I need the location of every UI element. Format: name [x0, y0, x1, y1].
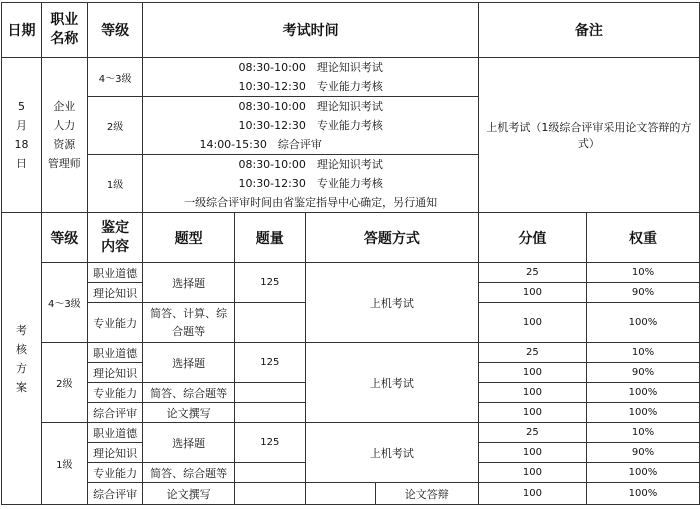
score-cell: 100: [478, 283, 586, 303]
header-question-type: 题型: [143, 213, 234, 263]
header-weight: 权重: [586, 213, 699, 263]
header-occupation: 职业名称: [41, 3, 87, 58]
question-count-cell: [234, 463, 305, 483]
question-type-cell: 选择题: [143, 263, 234, 303]
header-answer-method: 答题方式: [305, 213, 478, 263]
question-type-cell: 论文撰写: [143, 483, 234, 505]
header-date: 日期: [2, 3, 42, 58]
weight-cell: 90%: [586, 443, 699, 463]
header-level: 等级: [87, 3, 143, 58]
header-level: 等级: [41, 213, 87, 263]
content-cell: 职业道德: [87, 343, 143, 363]
content-cell: 理论知识: [87, 283, 143, 303]
answer-method-cell: 上机考试: [305, 423, 478, 483]
question-count-cell: [234, 483, 305, 505]
weight-cell: 10%: [586, 263, 699, 283]
score-cell: 100: [478, 303, 586, 343]
level-cell: 2级: [87, 97, 143, 155]
score-cell: 100: [478, 383, 586, 403]
score-cell: 25: [478, 263, 586, 283]
weight-cell: 10%: [586, 423, 699, 443]
answer-method-cell: 论文答辩: [375, 483, 478, 505]
group-level: 4～3级: [41, 263, 87, 343]
question-count-cell: [234, 383, 305, 403]
weight-cell: 100%: [586, 463, 699, 483]
content-cell: 专业能力: [87, 303, 143, 343]
exam-time-cell: 08:30-10:00 理论知识考试 10:30-12:30 专业能力考核 一级综合评审时间由省鉴定指导中心确定，另行通知: [143, 155, 478, 213]
content-cell: 职业道德: [87, 263, 143, 283]
content-cell: 专业能力: [87, 463, 143, 483]
question-type-cell: 选择题: [143, 423, 234, 463]
question-count-cell: 125: [234, 343, 305, 383]
note-cell: 上机考试（1级综合评审采用论文答辩的方式）: [478, 58, 699, 213]
content-cell: 综合评审: [87, 483, 143, 505]
group-level: 2级: [41, 343, 87, 423]
level-cell: 1级: [87, 155, 143, 213]
exam-time-cell: 08:30-10:00 理论知识考试 10:30-12:30 专业能力考核 14:00-15:30 综合评审: [143, 97, 478, 155]
question-type-cell: 简答、计算、综合题等: [143, 303, 234, 343]
score-cell: 100: [478, 483, 586, 505]
content-cell: 专业能力: [87, 383, 143, 403]
header-note: 备注: [478, 3, 699, 58]
weight-cell: 90%: [586, 363, 699, 383]
content-cell: 职业道德: [87, 423, 143, 443]
header-exam-time: 考试时间: [143, 3, 478, 58]
weight-cell: 90%: [586, 283, 699, 303]
question-count-cell: 125: [234, 263, 305, 303]
question-count-cell: [234, 403, 305, 423]
question-type-cell: 简答、综合题等: [143, 383, 234, 403]
score-cell: 100: [478, 443, 586, 463]
score-cell: 25: [478, 423, 586, 443]
weight-cell: 10%: [586, 343, 699, 363]
question-type-cell: 论文撰写: [143, 403, 234, 423]
level-cell: 4～3级: [87, 58, 143, 97]
question-count-cell: [234, 303, 305, 343]
header-question-count: 题量: [234, 213, 305, 263]
weight-cell: 100%: [586, 383, 699, 403]
group-level: 1级: [41, 423, 87, 505]
weight-cell: 100%: [586, 303, 699, 343]
date-cell: 5 月 18 日: [2, 58, 42, 213]
question-count-cell: 125: [234, 423, 305, 463]
gap-cell: [305, 483, 375, 505]
content-cell: 综合评审: [87, 403, 143, 423]
question-type-cell: 简答、综合题等: [143, 463, 234, 483]
exam-time-cell: 08:30-10:00 理论知识考试 10:30-12:30 专业能力考核: [143, 58, 478, 97]
question-type-cell: 选择题: [143, 343, 234, 383]
content-cell: 理论知识: [87, 363, 143, 383]
score-cell: 100: [478, 363, 586, 383]
content-cell: 理论知识: [87, 443, 143, 463]
score-cell: 100: [478, 463, 586, 483]
assessment-plan-label: 考 核 方 案: [2, 213, 42, 505]
answer-method-cell: 上机考试: [305, 263, 478, 343]
answer-method-cell: 上机考试: [305, 343, 478, 423]
occupation-cell: 企业 人力 资源 管理师: [41, 58, 87, 213]
header-score: 分值: [478, 213, 586, 263]
exam-schedule-table: [1, 2, 700, 505]
weight-cell: 100%: [586, 403, 699, 423]
score-cell: 100: [478, 403, 586, 423]
weight-cell: 100%: [586, 483, 699, 505]
header-content: 鉴定内容: [87, 213, 143, 263]
score-cell: 25: [478, 343, 586, 363]
